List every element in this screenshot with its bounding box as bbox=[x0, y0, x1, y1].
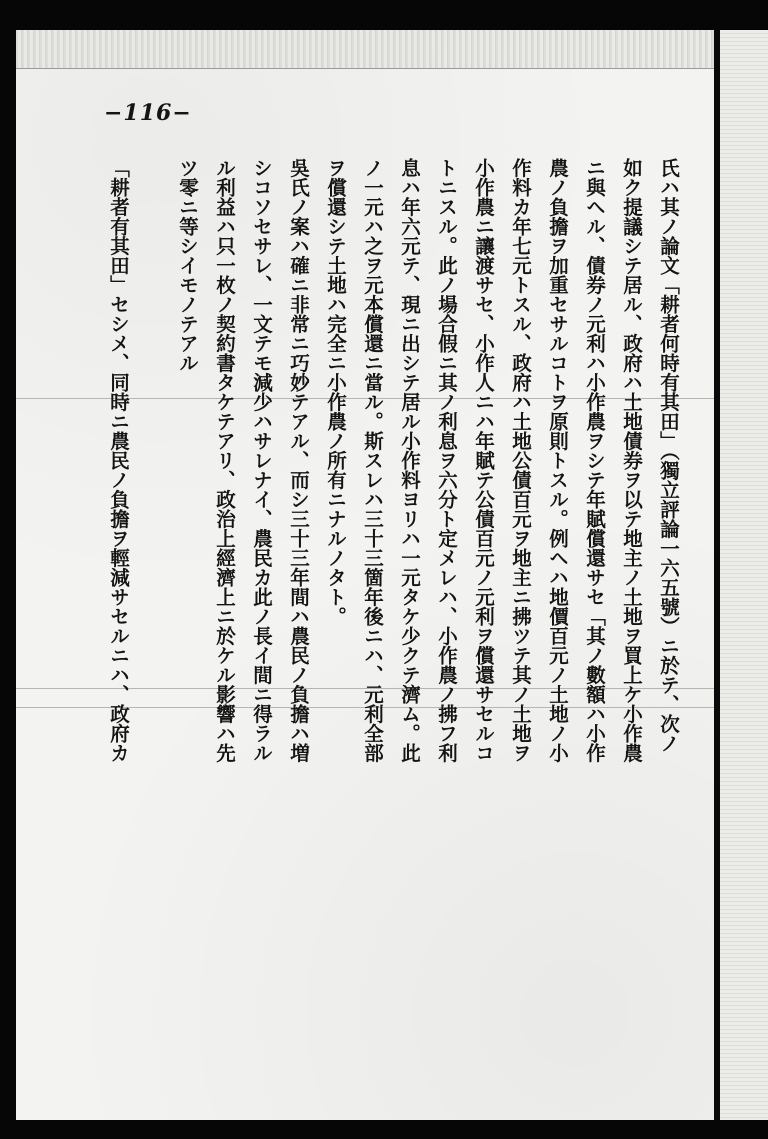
scan-border-left bbox=[0, 0, 16, 1139]
text-column: 農ノ負擔ヲ加重セサルコトヲ原則トスル。例ヘハ地價百元ノ土地ノ小 bbox=[546, 158, 569, 763]
scan-border-bottom bbox=[0, 1120, 768, 1139]
text-column: 「耕者有其田」セシメ、同時ニ農民ノ負擔ヲ輕減サセルニハ、政府カ bbox=[107, 158, 130, 763]
text-column: ツ零ニ等シイモノテアル bbox=[176, 158, 199, 373]
text-column: ル利益ハ只一枚ノ契約書タケテアリ、政治上經濟上ニ於ケル影響ハ先 bbox=[213, 158, 236, 763]
text-column: 如ク提議シテ居ル、政府ハ土地債券ヲ以テ地主ノ土地ヲ買上ケ小作農 bbox=[620, 158, 643, 763]
text-column: シコソセサレ、一文テモ減少ハサレナイ、農民カ此ノ長イ間ニ得ラル bbox=[250, 158, 273, 763]
scan-border-top bbox=[0, 0, 768, 30]
text-column: ニ與ヘル、債券ノ元利ハ小作農ヲシテ年賦償還サセ「其ノ數額ハ小作 bbox=[583, 158, 606, 763]
text-column: 吳氏ノ案ハ確ニ非常ニ巧妙テアル、而シ三十三年間ハ農民ノ負擔ハ増 bbox=[287, 158, 310, 763]
adjacent-page-edge bbox=[720, 30, 768, 1122]
top-rule-line bbox=[16, 68, 716, 69]
text-column: 息ハ年六元テ、現ニ出シテ居ル小作料ヨリハ一元タケ少クテ濟ム。此 bbox=[398, 158, 421, 763]
text-column: ノ一元ハ之ヲ元本償還ニ當ル。斯スレハ三十三箇年後ニハ、元利全部 bbox=[361, 158, 384, 763]
top-margin-strip bbox=[16, 30, 716, 68]
text-column: 作料カ年七元トスル、政府ハ土地公債百元ヲ地主ニ拂ツテ其ノ土地ヲ bbox=[509, 158, 532, 763]
text-column: 氏ハ其ノ論文「耕者何時有其田」（獨立評論一六五號）ニ於テ、次ノ bbox=[657, 158, 680, 753]
text-column: ヲ償還シテ土地ハ完全ニ小作農ノ所有ニナルノタト。 bbox=[324, 158, 347, 626]
text-column: トニスル。此ノ場合假ニ其ノ利息ヲ六分ト定メレハ、小作農ノ拂フ利 bbox=[435, 158, 458, 763]
page-number: −116− bbox=[104, 100, 192, 126]
text-column: 小作農ニ讓渡サセ、小作人ニハ年賦テ公債百元ノ元利ヲ償還サセルコ bbox=[472, 158, 495, 763]
